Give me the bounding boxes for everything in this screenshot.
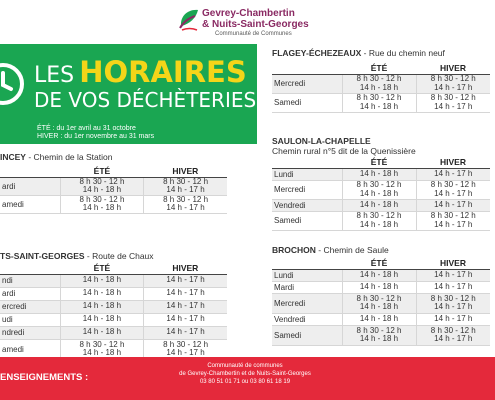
hiver-hours-cell <box>416 168 490 180</box>
logo-line-1: Gevrey-Chambertin <box>202 8 295 19</box>
hours-slot: 14 h - 17 h <box>434 281 473 291</box>
section-title-nuits: TS-SAINT-GEORGES - Route de Chaux <box>0 251 154 261</box>
hours-slot: 8 h 30 - 12 h <box>356 180 402 189</box>
hours-slot: 14 h - 18 h <box>359 269 399 279</box>
footer-line-3: 03 80 51 01 71 ou 03 80 61 18 19 <box>199 379 291 385</box>
hours-slot: 8 h 30 - 12 h <box>163 194 209 204</box>
hours-slot: 14 h - 17 h <box>434 313 473 323</box>
ete-hours-cell <box>60 274 143 287</box>
logo-line-2: & Nuits-Saint-Georges <box>202 19 309 30</box>
hiver-note: HIVER : du 1er novembre au 31 mars <box>37 133 155 140</box>
table-row <box>0 339 227 359</box>
table-row <box>272 281 490 293</box>
hiver-hours-cell <box>144 339 227 359</box>
hours-slot: 14 h - 18 h <box>359 334 399 343</box>
header-ete: ÉTÉ <box>60 166 143 177</box>
day-cell: ndi <box>0 274 60 287</box>
table-row <box>272 199 490 211</box>
hiver-hours-cell <box>416 93 490 112</box>
day-cell: amedi <box>0 195 60 213</box>
hiver-hours-cell <box>416 269 490 281</box>
hiver-hours-cell <box>144 177 227 195</box>
hours-slot: 8 h 30 - 12 h <box>430 93 476 102</box>
hours-slot: 14 h - 17 h <box>434 269 473 279</box>
hours-slot: 14 h - 18 h <box>82 301 122 311</box>
section-title-brochon: BROCHON - Chemin de Saule <box>272 245 389 255</box>
hours-slot: 14 h - 17 h <box>166 275 205 285</box>
hours-slot: 14 h - 18 h <box>82 348 122 357</box>
hours-slot: 14 h - 18 h <box>359 199 399 209</box>
section-subtitle-saulon: Chemin rural n°5 dit de la Quenissière <box>272 146 416 156</box>
hours-slot: 14 h - 17 h <box>434 199 473 209</box>
hours-slot: 8 h 30 - 12 h <box>356 325 402 335</box>
hours-slot: 14 h - 18 h <box>359 168 399 178</box>
header-hiver: HIVER <box>416 157 490 168</box>
ete-hours-cell <box>342 325 416 345</box>
ete-hours-cell <box>342 269 416 281</box>
schedule-table-flagey <box>272 63 490 113</box>
day-cell: Samedi <box>272 211 342 230</box>
day-cell: ndredi <box>0 326 60 339</box>
day-cell: Mercredi <box>272 293 342 313</box>
hours-slot: 14 h - 18 h <box>359 313 399 323</box>
hours-slot: 14 h - 18 h <box>82 185 122 194</box>
schedule-table-nuits <box>0 263 227 360</box>
day-cell: ercredi <box>0 300 60 313</box>
hiver-hours-cell <box>416 211 490 230</box>
hours-slot: 8 h 30 - 12 h <box>356 211 402 220</box>
hours-slot: 14 h - 18 h <box>359 219 399 229</box>
table-row <box>0 177 227 195</box>
table-header-row <box>0 166 227 177</box>
header-blank <box>272 157 342 168</box>
day-cell: Samedi <box>272 325 342 345</box>
table-header-row <box>272 157 490 168</box>
ete-hours-cell <box>60 326 143 339</box>
table-header-row <box>0 263 227 274</box>
title-les: LES <box>34 63 75 88</box>
hiver-hours-cell <box>144 313 227 326</box>
table-row <box>272 269 490 281</box>
schedule-table-saulon <box>272 157 490 231</box>
day-cell: Mercredi <box>272 74 342 93</box>
hours-slot: 8 h 30 - 12 h <box>430 325 476 335</box>
hours-slot: 8 h 30 - 12 h <box>163 176 209 186</box>
hours-slot: 14 h - 17 h <box>434 188 473 198</box>
ete-hours-cell <box>342 211 416 230</box>
hours-slot: 14 h - 18 h <box>82 275 122 285</box>
hours-slot: 8 h 30 - 12 h <box>430 74 476 83</box>
hours-slot: 14 h - 17 h <box>166 314 205 324</box>
ete-hours-cell <box>342 180 416 199</box>
ete-hours-cell <box>60 313 143 326</box>
header-hiver: HIVER <box>144 263 227 274</box>
table-row <box>0 326 227 339</box>
ete-hours-cell <box>342 281 416 293</box>
clock-icon <box>0 59 28 109</box>
hours-slot: 14 h - 18 h <box>359 101 399 111</box>
hours-slot: 8 h 30 - 12 h <box>356 293 402 303</box>
hours-slot: 14 h - 18 h <box>82 288 122 298</box>
hiver-hours-cell <box>416 180 490 199</box>
hours-slot: 14 h - 17 h <box>166 327 205 337</box>
table-row <box>0 274 227 287</box>
ete-hours-cell <box>60 339 143 359</box>
hours-slot: 14 h - 18 h <box>82 327 122 337</box>
hours-slot: 14 h - 17 h <box>434 302 473 311</box>
header-blank <box>0 166 60 177</box>
day-cell: amedi <box>0 339 60 359</box>
hiver-hours-cell <box>416 281 490 293</box>
day-cell: Samedi <box>272 93 342 112</box>
ete-hours-cell <box>60 177 143 195</box>
ete-hours-cell <box>60 287 143 300</box>
hours-slot: 14 h - 17 h <box>434 219 473 229</box>
header-ete: ÉTÉ <box>342 258 416 269</box>
table-row <box>272 168 490 180</box>
community-logo <box>178 4 328 40</box>
logo-line-3: Communauté de Communes <box>215 31 292 37</box>
ete-hours-cell <box>342 93 416 112</box>
section-title-flagey: FLAGEY-ÉCHEZEAUX - Rue du chemin neuf <box>272 48 445 58</box>
ete-hours-cell <box>342 313 416 325</box>
hours-slot: 8 h 30 - 12 h <box>430 293 476 303</box>
day-cell: Vendredi <box>272 313 342 325</box>
hours-slot: 14 h - 18 h <box>82 314 122 324</box>
hours-slot: 8 h 30 - 12 h <box>79 339 125 349</box>
header-blank <box>272 63 342 74</box>
hours-slot: 14 h - 18 h <box>82 203 122 212</box>
day-cell: ardi <box>0 177 60 195</box>
header-ete: ÉTÉ <box>60 263 143 274</box>
header-ete: ÉTÉ <box>342 157 416 168</box>
hiver-hours-cell <box>416 325 490 345</box>
hours-slot: 14 h - 17 h <box>166 301 205 311</box>
hours-slot: 8 h 30 - 12 h <box>79 194 125 204</box>
ete-hours-cell <box>342 168 416 180</box>
table-row <box>0 313 227 326</box>
hiver-hours-cell <box>144 195 227 213</box>
hiver-hours-cell <box>416 293 490 313</box>
hiver-hours-cell <box>416 199 490 211</box>
footer-contact <box>150 362 340 386</box>
hours-slot: 14 h - 17 h <box>166 185 205 194</box>
hours-slot: 14 h - 18 h <box>359 188 399 198</box>
hours-slot: 8 h 30 - 12 h <box>430 180 476 189</box>
section-title-gevrey: INCEY - Chemin de la Station <box>0 152 113 162</box>
hours-slot: 14 h - 18 h <box>359 82 399 92</box>
day-cell: udi <box>0 313 60 326</box>
schedule-table-brochon <box>272 258 490 346</box>
hours-slot: 14 h - 17 h <box>166 203 205 212</box>
table-header-row <box>272 63 490 74</box>
table-row <box>0 195 227 213</box>
ete-hours-cell <box>342 74 416 93</box>
hours-slot: 8 h 30 - 12 h <box>430 211 476 220</box>
day-cell: Mardi <box>272 281 342 293</box>
header-hiver: HIVER <box>416 63 490 74</box>
header-hiver: HIVER <box>416 258 490 269</box>
header-blank <box>272 258 342 269</box>
hours-slot: 14 h - 17 h <box>434 101 473 111</box>
footer-line-1: Communauté de communes <box>207 363 283 369</box>
day-cell: Lundi <box>272 168 342 180</box>
hours-slot: 8 h 30 - 12 h <box>163 339 209 349</box>
hours-slot: 14 h - 17 h <box>434 334 473 343</box>
ete-hours-cell <box>60 195 143 213</box>
footer-banner <box>0 357 495 400</box>
header-ete: ÉTÉ <box>342 63 416 74</box>
title-panel <box>0 44 257 144</box>
hiver-hours-cell <box>144 300 227 313</box>
table-row <box>272 93 490 112</box>
footer-line-2: de Gevrey-Chambertin et de Nuits-Saint-Georges <box>179 371 311 377</box>
day-cell: Mercredi <box>272 180 342 199</box>
hiver-hours-cell <box>144 326 227 339</box>
section-title-saulon: SAULON-LA-CHAPELLE <box>272 136 371 146</box>
hours-slot: 14 h - 17 h <box>166 288 205 298</box>
table-row <box>0 287 227 300</box>
season-notes <box>37 125 154 141</box>
ete-note: ÉTÉ : du 1er avril au 31 octobre <box>37 125 136 132</box>
day-cell: ardi <box>0 287 60 300</box>
table-header-row <box>272 258 490 269</box>
table-row <box>272 293 490 313</box>
title-subline: DE VOS DÉCHÈTERIES <box>34 88 257 112</box>
ete-hours-cell <box>60 300 143 313</box>
ete-hours-cell <box>342 293 416 313</box>
table-row <box>272 74 490 93</box>
day-cell: Lundi <box>272 269 342 281</box>
header-blank <box>0 263 60 274</box>
table-row <box>272 313 490 325</box>
hours-slot: 8 h 30 - 12 h <box>356 74 402 83</box>
table-row <box>0 300 227 313</box>
hiver-hours-cell <box>416 313 490 325</box>
ete-hours-cell <box>342 199 416 211</box>
hiver-hours-cell <box>144 287 227 300</box>
header-hiver: HIVER <box>144 166 227 177</box>
table-row <box>272 180 490 199</box>
hours-slot: 14 h - 17 h <box>434 82 473 92</box>
hiver-hours-cell <box>144 274 227 287</box>
hours-slot: 8 h 30 - 12 h <box>79 176 125 186</box>
hours-slot: 14 h - 18 h <box>359 302 399 311</box>
hours-slot: 14 h - 17 h <box>434 168 473 178</box>
page-title <box>34 55 247 89</box>
footer-label: ENSEIGNEMENTS : <box>0 372 89 383</box>
leaf-logo-icon <box>178 6 200 32</box>
hours-slot: 8 h 30 - 12 h <box>356 93 402 102</box>
table-row <box>272 325 490 345</box>
schedule-table-gevrey <box>0 166 227 214</box>
hours-slot: 14 h - 18 h <box>359 281 399 291</box>
table-row <box>272 211 490 230</box>
hours-slot: 14 h - 17 h <box>166 348 205 357</box>
day-cell: Vendredi <box>272 199 342 211</box>
hiver-hours-cell <box>416 74 490 93</box>
title-horaires: HORAIRES <box>79 55 247 89</box>
